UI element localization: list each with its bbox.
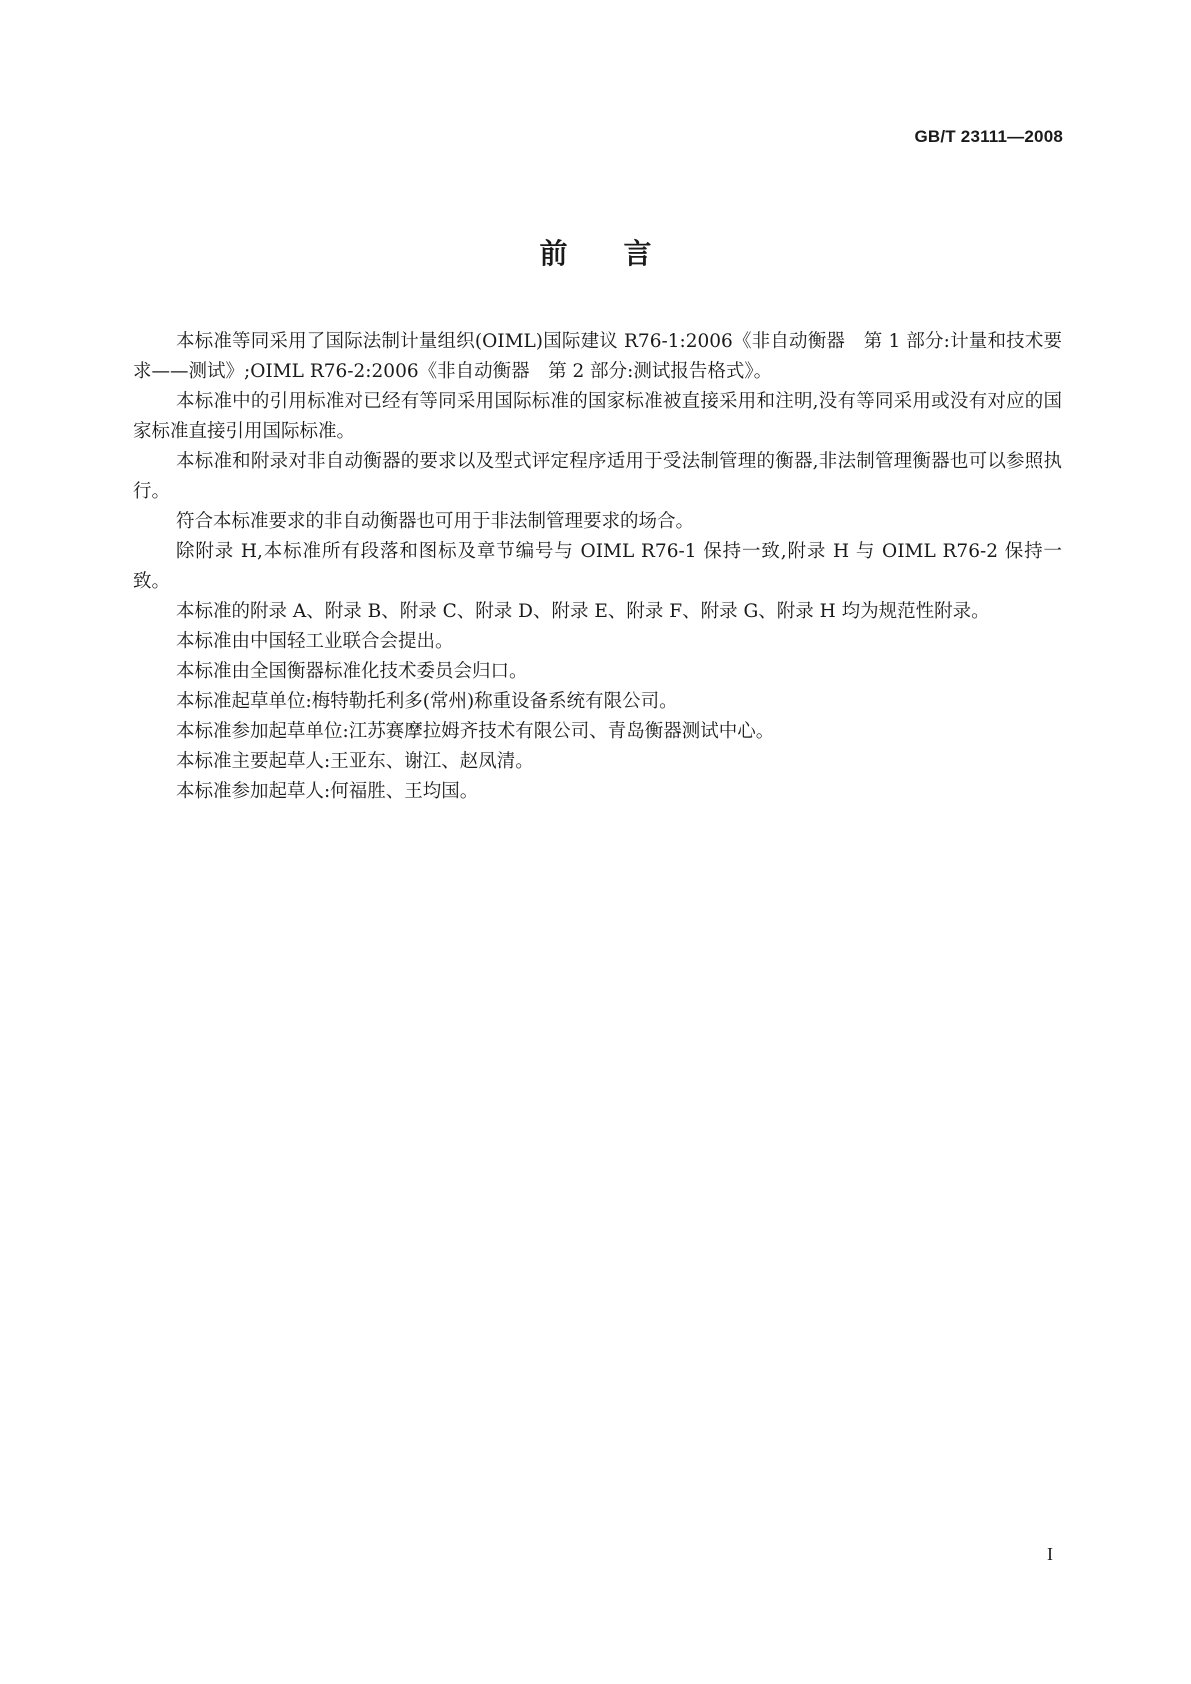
standard-code: GB/T 23111—2008 — [914, 127, 1063, 146]
paragraph: 本标准参加起草人:何福胜、王均国。 — [176, 781, 479, 802]
paragraph: 本标准由全国衡器标准化技术委员会归口。 — [176, 661, 528, 682]
paragraph: 本标准中的引用标准对已经有等同采用国际标准的国家标准被直接采用和注明,没有等同采用或没有对应的国家标准直接引用国际标准。 — [133, 391, 1062, 442]
page-number: I — [1047, 1544, 1053, 1564]
paragraph: 除附录 H,本标准所有段落和图标及章节编号与 OIML R76-1 保持一致,附录 H 与 OIML R76-2 保持一致。 — [133, 541, 1062, 592]
page-title: 前言 — [539, 237, 708, 270]
paragraph: 本标准由中国轻工业联合会提出。 — [176, 631, 454, 652]
paragraph: 本标准起草单位:梅特勒托利多(常州)称重设备系统有限公司。 — [176, 691, 678, 712]
paragraph: 本标准参加起草单位:江苏赛摩拉姆齐技术有限公司、青岛衡器测试中心。 — [176, 721, 775, 742]
paragraph: 本标准主要起草人:王亚东、谢江、赵凤清。 — [176, 751, 534, 772]
paragraph: 本标准等同采用了国际法制计量组织(OIML)国际建议 R76-1:2006《非自动衡器 第 1 部分:计量和技术要求——测试》;OIML R76-2:2006《非自动衡器 第 2 部分:测试报告格式》。 — [133, 331, 1062, 382]
paragraph: 本标准和附录对非自动衡器的要求以及型式评定程序适用于受法制管理的衡器,非法制管理衡器也可以参照执行。 — [133, 451, 1062, 502]
foreword-body — [133, 327, 1062, 807]
paragraph: 符合本标准要求的非自动衡器也可用于非法制管理要求的场合。 — [176, 511, 695, 532]
paragraph: 本标准的附录 A、附录 B、附录 C、附录 D、附录 E、附录 F、附录 G、附录 H 均为规范性附录。 — [176, 601, 990, 622]
